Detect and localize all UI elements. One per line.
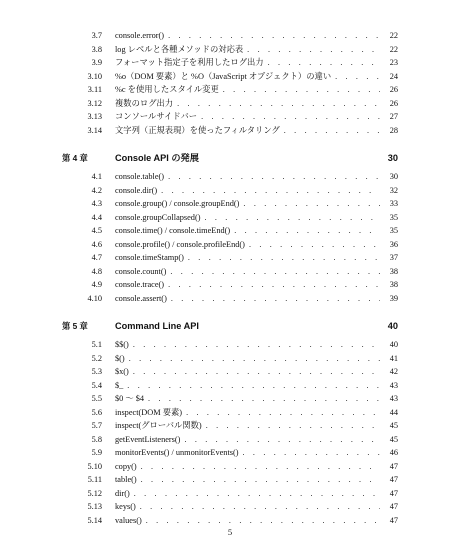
toc-entry[interactable] xyxy=(62,473,398,487)
toc-entry[interactable] xyxy=(62,83,398,97)
section-number: 3.10 xyxy=(87,71,102,81)
section-page: 44 xyxy=(389,407,398,417)
section-title: inspect(DOM 要素) xyxy=(115,407,183,417)
section-title: 複数のログ出力 xyxy=(115,98,174,108)
section-title: console.dir() xyxy=(115,185,158,195)
toc-entry[interactable] xyxy=(62,278,398,292)
section-page: 45 xyxy=(389,434,398,444)
toc-entry[interactable] xyxy=(62,352,398,366)
section-page: 47 xyxy=(389,502,398,511)
section-number: 3.12 xyxy=(87,98,102,108)
dot-leader xyxy=(146,514,380,528)
chapter-page: 30 xyxy=(387,153,398,163)
section-number: 4.6 xyxy=(91,239,102,249)
section-page: 43 xyxy=(389,380,398,390)
dot-leader xyxy=(247,43,380,57)
section-title: log レベルと各種メソッドの対応表 xyxy=(115,44,244,54)
dot-leader xyxy=(188,251,380,265)
section-title: console.trace() xyxy=(115,280,165,289)
toc-entry[interactable] xyxy=(62,197,398,211)
toc-entry[interactable] xyxy=(62,500,398,514)
dot-leader xyxy=(335,70,380,84)
section-page: 38 xyxy=(389,280,398,289)
section-title: getEventListeners() xyxy=(115,434,181,444)
section-title: console.error() xyxy=(115,31,165,40)
dot-leader xyxy=(177,97,380,111)
section-page: 35 xyxy=(389,212,398,222)
section-title: %c を使用したスタイル変更 xyxy=(115,85,219,94)
toc-entry[interactable] xyxy=(62,110,398,124)
section-page: 40 xyxy=(389,340,398,349)
section-page: 41 xyxy=(389,353,398,363)
section-title: values() xyxy=(115,515,142,525)
section-title: console.profile() / console.profileEnd() xyxy=(115,239,245,249)
section-number: 4.4 xyxy=(91,212,102,222)
section-page: 47 xyxy=(389,488,398,498)
section-title: dir() xyxy=(115,488,130,498)
section-title: copy() xyxy=(115,461,137,471)
section-number: 5.3 xyxy=(91,367,102,376)
section-page: 47 xyxy=(389,475,398,484)
chapter-title: Command Line API xyxy=(115,321,199,331)
chapter-number: 第 4 章 xyxy=(62,153,88,163)
dot-leader xyxy=(206,419,380,433)
section-title: console.time() / console.timeEnd() xyxy=(115,226,231,235)
dot-leader xyxy=(168,278,380,292)
section-page: 47 xyxy=(389,461,398,471)
section-page: 22 xyxy=(389,44,398,54)
section-title: コンソールサイドバー xyxy=(115,112,198,121)
toc-entry[interactable] xyxy=(62,419,398,433)
toc-entry[interactable] xyxy=(62,211,398,225)
toc-entry[interactable] xyxy=(62,238,398,252)
dot-leader xyxy=(134,487,380,501)
toc-entry[interactable] xyxy=(62,514,398,528)
section-page: 26 xyxy=(389,85,398,94)
section-page: 39 xyxy=(389,293,398,303)
section-page: 33 xyxy=(389,199,398,208)
section-number: 5.14 xyxy=(87,515,102,525)
section-title: $$() xyxy=(115,340,129,349)
dot-leader xyxy=(268,56,380,70)
toc-entry[interactable] xyxy=(62,70,398,84)
dot-leader xyxy=(148,392,380,406)
dot-leader xyxy=(133,365,380,379)
dot-leader xyxy=(141,460,380,474)
chapter-heading[interactable] xyxy=(62,315,398,338)
dot-leader xyxy=(168,29,380,43)
dot-leader xyxy=(234,224,380,238)
section-page: 42 xyxy=(389,367,398,376)
section-number: 3.14 xyxy=(87,125,102,135)
dot-leader xyxy=(161,184,380,198)
table-of-contents xyxy=(62,29,398,527)
section-title: $() xyxy=(115,353,125,363)
toc-entry[interactable] xyxy=(62,251,398,265)
section-number: 5.5 xyxy=(91,394,102,403)
toc-entry[interactable] xyxy=(62,184,398,198)
section-number: 5.10 xyxy=(87,461,102,471)
section-page: 45 xyxy=(389,421,398,430)
dot-leader xyxy=(249,238,380,252)
section-page: 35 xyxy=(389,226,398,235)
section-page: 24 xyxy=(389,71,398,81)
toc-entry[interactable] xyxy=(62,379,398,393)
toc-entry[interactable] xyxy=(62,29,398,43)
toc-entry[interactable] xyxy=(62,487,398,501)
toc-entry[interactable] xyxy=(62,224,398,238)
section-title: table() xyxy=(115,475,137,484)
dot-leader xyxy=(141,473,380,487)
section-number: 5.9 xyxy=(91,448,102,457)
toc-entry[interactable] xyxy=(62,292,398,306)
section-page: 43 xyxy=(389,394,398,403)
dot-leader xyxy=(140,500,380,514)
section-number: 3.13 xyxy=(87,112,102,121)
section-title: console.group() / console.groupEnd() xyxy=(115,199,240,208)
section-number: 5.6 xyxy=(91,407,102,417)
dot-leader xyxy=(184,433,380,447)
dot-leader xyxy=(243,197,380,211)
section-page: 28 xyxy=(389,125,398,135)
section-page: 23 xyxy=(389,58,398,67)
toc-entry[interactable] xyxy=(62,338,398,352)
toc-entry[interactable] xyxy=(62,170,398,184)
chapter-number: 第 5 章 xyxy=(62,321,88,331)
chapter-page: 40 xyxy=(387,321,398,331)
section-number: 4.1 xyxy=(91,172,102,181)
dot-leader xyxy=(243,446,380,460)
dot-leader xyxy=(205,211,381,225)
section-number: 4.5 xyxy=(91,226,102,235)
section-title: フォーマット指定子を利用したログ出力 xyxy=(115,58,264,67)
toc-entry[interactable] xyxy=(62,365,398,379)
section-number: 5.2 xyxy=(91,353,102,363)
section-title: console.groupCollapsed() xyxy=(115,212,201,222)
section-title: console.timeStamp() xyxy=(115,253,184,262)
section-page: 38 xyxy=(389,266,398,276)
dot-leader xyxy=(284,124,380,138)
chapter-heading[interactable] xyxy=(62,147,398,170)
toc-entry[interactable] xyxy=(62,56,398,70)
section-title: monitorEvents() / unmonitorEvents() xyxy=(115,448,239,457)
section-title: $_ xyxy=(115,380,124,390)
section-page: 27 xyxy=(389,112,398,121)
toc-entry[interactable] xyxy=(62,406,398,420)
chapter-title: Console API の発展 xyxy=(115,153,199,163)
section-number: 5.1 xyxy=(91,340,102,349)
page-number: 5 xyxy=(227,527,233,537)
section-title: inspect(グローバル関数) xyxy=(115,421,202,430)
section-title: console.table() xyxy=(115,172,165,181)
toc-entry[interactable] xyxy=(62,97,398,111)
dot-leader xyxy=(186,406,380,420)
section-number: 4.8 xyxy=(91,266,102,276)
toc-entry[interactable] xyxy=(62,265,398,279)
toc-entry[interactable] xyxy=(62,124,398,138)
dot-leader xyxy=(133,338,380,352)
dot-leader xyxy=(129,352,380,366)
section-page: 22 xyxy=(389,31,398,40)
section-number: 5.12 xyxy=(87,488,102,498)
section-page: 32 xyxy=(389,185,398,195)
toc-entry[interactable] xyxy=(62,460,398,474)
section-number: 3.7 xyxy=(91,31,102,40)
section-number: 5.13 xyxy=(87,502,102,511)
section-number: 3.8 xyxy=(91,44,102,54)
toc-entry[interactable] xyxy=(62,433,398,447)
section-number: 4.2 xyxy=(91,185,102,195)
section-number: 5.11 xyxy=(87,475,102,484)
section-page: 46 xyxy=(389,448,398,457)
section-page: 36 xyxy=(389,239,398,249)
dot-leader xyxy=(168,170,380,184)
section-title: $0 〜 $4 xyxy=(115,394,145,403)
section-number: 3.11 xyxy=(87,85,102,94)
section-number: 4.10 xyxy=(87,293,102,303)
toc-entry[interactable] xyxy=(62,43,398,57)
section-title: console.count() xyxy=(115,266,167,276)
section-title: keys() xyxy=(115,502,136,511)
section-number: 4.7 xyxy=(91,253,102,262)
section-number: 5.8 xyxy=(91,434,102,444)
section-title: 文字列（正規表現）を使ったフィルタリング xyxy=(115,125,280,135)
section-title: %o（DOM 要素）と %O（JavaScript オブジェクト）の違い xyxy=(115,71,332,81)
toc-entry[interactable] xyxy=(62,446,398,460)
section-title: console.assert() xyxy=(115,293,167,303)
section-title: $x() xyxy=(115,367,129,376)
dot-leader xyxy=(127,379,380,393)
dot-leader xyxy=(170,265,380,279)
dot-leader xyxy=(223,83,380,97)
section-page: 30 xyxy=(389,172,398,181)
dot-leader xyxy=(201,110,380,124)
section-number: 4.3 xyxy=(91,199,102,208)
section-page: 26 xyxy=(389,98,398,108)
section-page: 47 xyxy=(389,515,398,525)
section-number: 5.4 xyxy=(91,380,102,390)
section-number: 4.9 xyxy=(91,280,102,289)
section-page: 37 xyxy=(389,253,398,262)
section-number: 3.9 xyxy=(91,58,102,67)
toc-entry[interactable] xyxy=(62,392,398,406)
section-number: 5.7 xyxy=(91,421,102,430)
dot-leader xyxy=(171,292,380,306)
